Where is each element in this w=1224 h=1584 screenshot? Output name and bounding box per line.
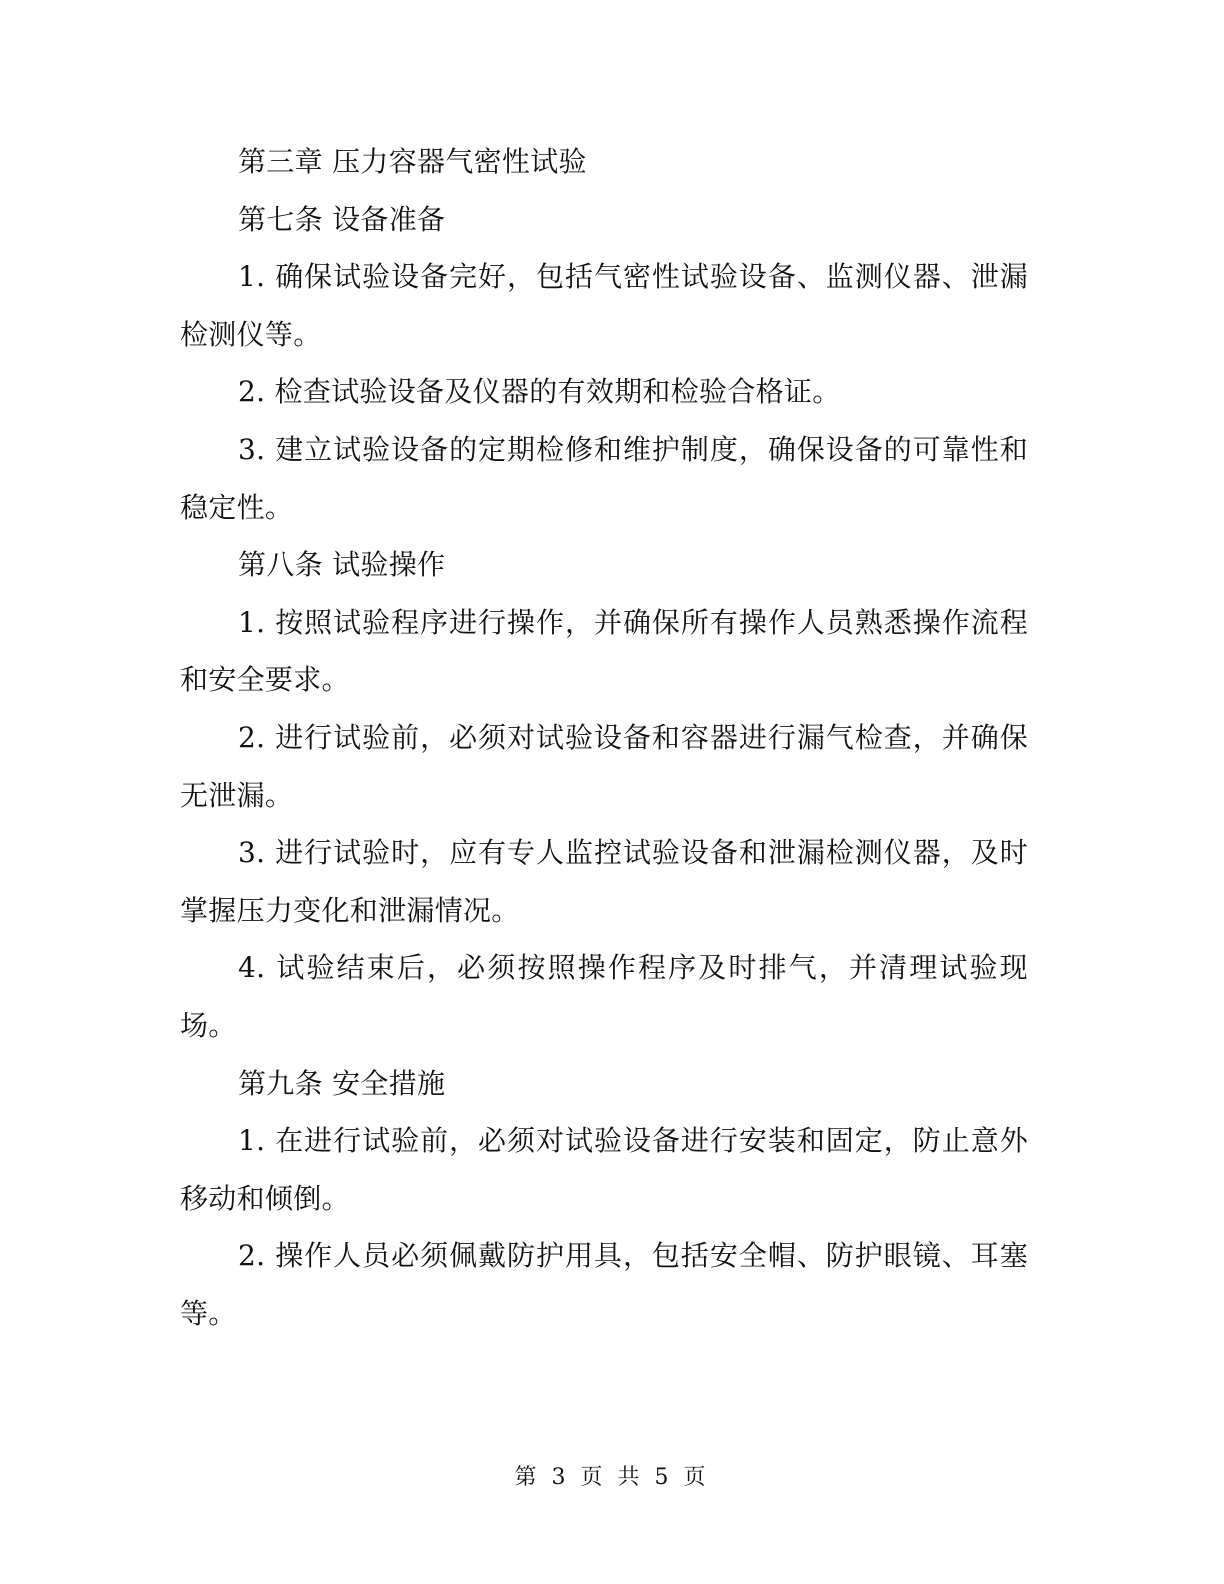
document-body: [180, 133, 1028, 1342]
article-item: 2. 进行试验前，必须对试验设备和容器进行漏气检查，并确保无泄漏。: [180, 720, 1028, 812]
article-heading: 第八条 试验操作: [238, 548, 446, 582]
article-item: 1. 确保试验设备完好，包括气密性试验设备、监测仪器、泄漏检测仪等。: [180, 260, 1028, 351]
article-item: 4. 试验结束后，必须按照操作程序及时排气，并清理试验现场。: [180, 951, 1028, 1042]
article-item: 2. 检查试验设备及仪器的有效期和检验合格证。: [238, 375, 841, 409]
article-item: 1. 按照试验程序进行操作，并确保所有操作人员熟悉操作流程和安全要求。: [180, 605, 1028, 697]
article-item: 3. 建立试验设备的定期检修和维护制度，确保设备的可靠性和稳定性。: [180, 432, 1028, 524]
article-item: 3. 进行试验时，应有专人监控试验设备和泄漏检测仪器，及时掌握压力变化和泄漏情况。: [180, 836, 1028, 927]
page-number-footer: 第 3 页 共 5 页: [514, 1465, 710, 1490]
article-heading: 第九条 安全措施: [238, 1066, 446, 1100]
article-item: 1. 在进行试验前，必须对试验设备进行安装和固定，防止意外移动和倾倒。: [180, 1124, 1028, 1215]
article-item: 2. 操作人员必须佩戴防护用具，包括安全帽、防护眼镜、耳塞等。: [180, 1239, 1028, 1330]
chapter-heading: 第三章 压力容器气密性试验: [238, 145, 587, 178]
article-heading: 第七条 设备准备: [238, 202, 446, 236]
